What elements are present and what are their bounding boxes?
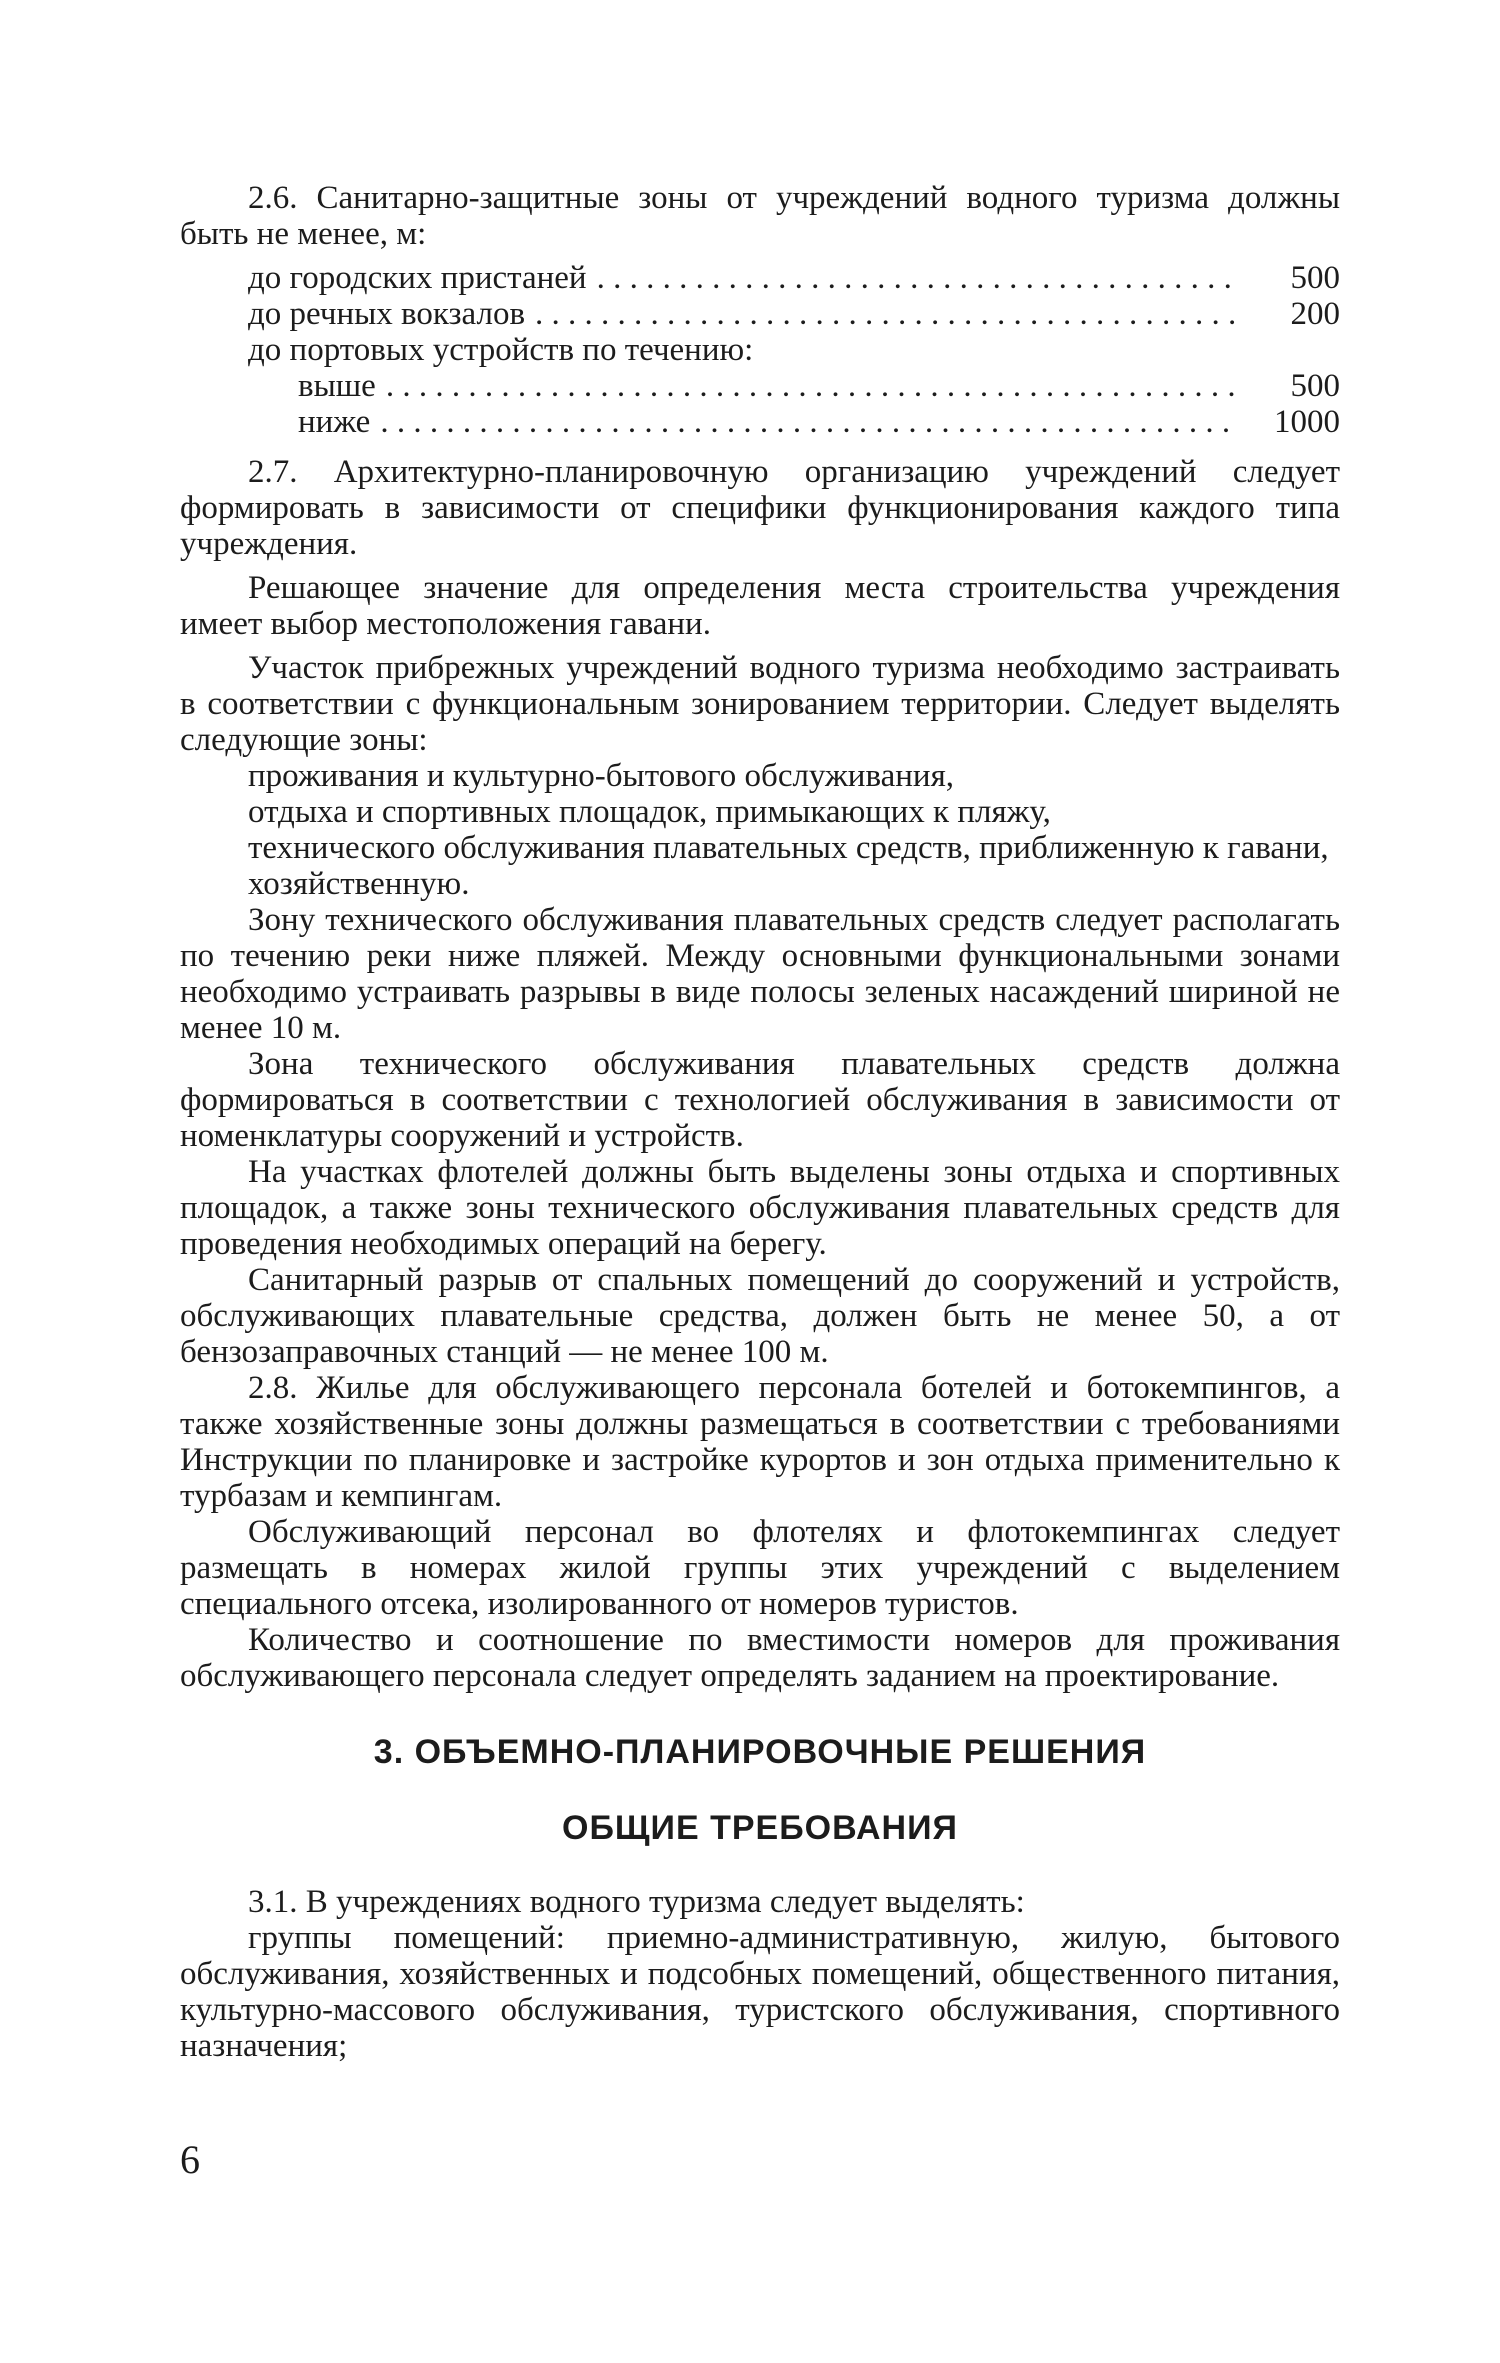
section-2-6-intro: 2.6. Санитарно-защитные зоны от учреждений водного туризма должны быть не менее, м: xyxy=(180,180,1340,252)
dot-leader xyxy=(386,368,1240,404)
distance-label: выше xyxy=(298,368,376,404)
dot-leader xyxy=(380,404,1240,440)
section-3-subtitle: ОБЩИЕ ТРЕБОВАНИЯ xyxy=(562,1809,958,1847)
distance-label: до речных вокзалов xyxy=(248,296,526,332)
zone-list-item: проживания и культурно-бытового обслуживания, xyxy=(248,758,955,794)
paragraph: Участок прибрежных учреждений водного туризма необходимо застраивать в соответствии с функциональным зонированием территории. Следует выделять следующие зоны: xyxy=(180,650,1340,758)
paragraph: группы помещений: приемно-административную, жилую, бытового обслуживания, хозяйственных и подсобных помещений, общественного питания, культурно-массового обслуживания, туристского обслуживания, спортивного назначения; xyxy=(180,1920,1340,2064)
page-number: 6 xyxy=(180,2137,200,2182)
paragraph: Зона технического обслуживания плавательных средств должна формироваться в соответствии с технологией обслуживания в зависимости от номенклатуры сооружений и устройств. xyxy=(180,1046,1340,1154)
zone-list-item: отдыха и спортивных площадок, примыкающих к пляжу, xyxy=(248,794,1051,830)
distance-label: ниже xyxy=(298,404,371,440)
zone-list-item: хозяйственную. xyxy=(248,866,470,902)
distance-row xyxy=(180,296,1340,332)
distance-value: 500 xyxy=(1290,260,1340,296)
distance-row xyxy=(180,368,1340,404)
paragraph: Обслуживающий персонал во флотелях и флотокемпингах следует размещать в номерах жилой группы этих учреждений с выделением специального отсека, изолированного от номеров туристов. xyxy=(180,1514,1340,1622)
distance-row xyxy=(180,260,1340,296)
dot-leader xyxy=(535,296,1240,332)
distance-row xyxy=(180,404,1340,440)
distance-list xyxy=(180,260,1340,440)
paragraph: На участках флотелей должны быть выделены зоны отдыха и спортивных площадок, а также зоны технического обслуживания плавательных средств для проведения необходимых операций на берегу. xyxy=(180,1154,1340,1262)
distance-value: 1000 xyxy=(1274,404,1340,440)
distance-value: 200 xyxy=(1290,296,1340,332)
section-3-title: 3. ОБЪЕМНО-ПЛАНИРОВОЧНЫЕ РЕШЕНИЯ xyxy=(373,1733,1147,1771)
section-3-1-paragraph: 3.1. В учреждениях водного туризма следует выделять: xyxy=(248,1884,1025,1920)
section-2-8-paragraph: 2.8. Жилье для обслуживающего персонала ботелей и ботокемпингов, а также хозяйственные зоны должны размещаться в соответствии с требованиями Инструкции по планировке и застройке курортов и зон отдыха применительно к турбазам и кемпингам. xyxy=(180,1370,1340,1514)
distance-label: до городских пристаней xyxy=(248,260,587,296)
page-body xyxy=(180,180,1340,2064)
paragraph: Количество и соотношение по вместимости номеров для проживания обслуживающего персонала следует определять заданием на проектирование. xyxy=(180,1622,1340,1694)
zone-list-item: технического обслуживания плавательных средств, приближенную к гавани, xyxy=(248,830,1329,866)
paragraph: Зону технического обслуживания плавательных средств следует располагать по течению реки ниже пляжей. Между основными функциональными зонами необходимо устраивать разрывы в виде полосы зеленых насаждений шириной не менее 10 м. xyxy=(180,902,1340,1046)
port-header: до портовых устройств по течению: xyxy=(248,332,754,368)
section-2-7-paragraph: 2.7. Архитектурно-планировочную организацию учреждений следует формировать в зависимости от специфики функционирования каждого типа учреждения. xyxy=(180,454,1340,562)
paragraph: Решающее значение для определения места строительства учреждения имеет выбор местоположения гавани. xyxy=(180,570,1340,642)
distance-value: 500 xyxy=(1290,368,1340,404)
paragraph: Санитарный разрыв от спальных помещений до сооружений и устройств, обслуживающих плавательные средства, должен быть не менее 50, а от бензозаправочных станций — не менее 100 м. xyxy=(180,1262,1340,1370)
dot-leader xyxy=(597,260,1240,296)
